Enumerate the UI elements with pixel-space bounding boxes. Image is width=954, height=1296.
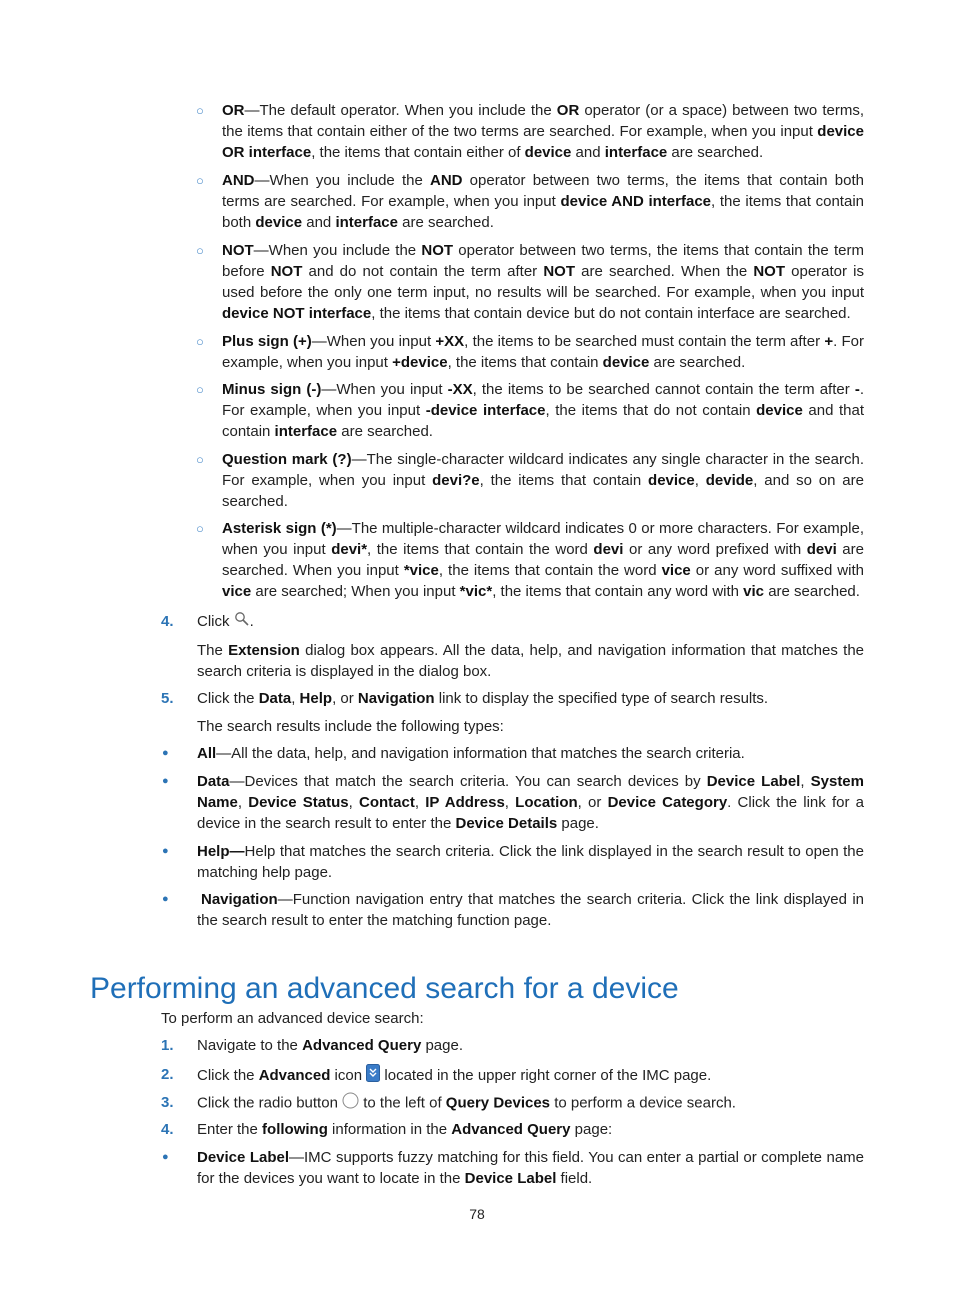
page-number: 78	[469, 1206, 485, 1222]
device-label-item: Device Label—IMC supports fuzzy matching for this field. You can enter a partial or complete name for the devices you want to locate in the Device Label field.	[197, 1149, 864, 1187]
plus-sign-item: Plus sign (+)—When you input +XX, the items to be searched must contain the term after +. For example, when you input +device, the items that contain device are searched.	[222, 333, 864, 371]
bullet: ●	[162, 845, 169, 857]
step-enter-info: Enter the following information in the Advanced Query page:	[197, 1121, 613, 1138]
extension-paragraph: The Extension dialog box appears. All the data, help, and navigation information that matches the search criteria is displayed in the dialog box.	[197, 642, 865, 680]
step-number: 1.	[161, 1037, 174, 1054]
sub-bullet: ○	[196, 521, 204, 536]
sub-bullet: ○	[196, 452, 204, 467]
sub-bullet: ○	[196, 173, 204, 188]
or-operator-item: OR—The default operator. When you include the OR operator (or a space) between two terms, the items that contain either of the two terms are searched. For example, when you input device OR interface, the items that contain either of device and interface are searched.	[222, 102, 864, 161]
step-click-links: Click the Data, Help, or Navigation link to display the specified type of search results.	[197, 690, 769, 707]
step-click-advanced: Click the Advanced icon located in the upper right corner of the IMC page.	[197, 1064, 864, 1088]
sub-bullet: ○	[196, 103, 204, 118]
sub-bullet: ○	[196, 382, 204, 397]
bullet: ●	[162, 893, 169, 905]
sub-bullet: ○	[196, 243, 204, 258]
results-intro: The search results include the following types:	[197, 718, 504, 735]
and-operator-item: AND—When you include the AND operator between two terms, the items that contain both terms are searched. For example, when you input device AND interface, the items that contain both device and interface are searched.	[222, 172, 864, 231]
minus-sign-item: Minus sign (-)—When you input -XX, the items to be searched cannot contain the term after -. For example, when you input -device interface, the items that do not contain device and that contain interface are searched.	[222, 381, 864, 440]
step-click-radio: Click the radio button to the left of Query Devices to perform a device search.	[197, 1092, 864, 1115]
advanced-search-intro: To perform an advanced device search:	[161, 1010, 424, 1027]
step-number: 3.	[161, 1094, 174, 1111]
step-number: 5.	[161, 690, 174, 707]
bullet: ●	[162, 747, 169, 759]
step-number: 4.	[161, 613, 174, 630]
radio-button-icon[interactable]	[342, 1092, 359, 1115]
all-result-type: All—All the data, help, and navigation information that matches the search criteria.	[197, 745, 745, 762]
bullet: ●	[162, 1151, 169, 1163]
data-result-type: Data—Devices that match the search criteria. You can search devices by Device Label, System Name, Device Status, Contact, IP Address, Location, or Device Category. Click the link for a device in the search result to enter the Device Details page.	[197, 773, 865, 832]
step-number: 4.	[161, 1121, 174, 1138]
asterisk-sign-item: Asterisk sign (*)—The multiple-character wildcard indicates 0 or more characters. For example, when you input devi*, the items that contain the word devi or any word prefixed with devi are searched. When you input *vice, the items that contain the word vice or any word suffixed with vice are searched; When you input *vic*, the items that contain any word with vic are searched.	[222, 520, 864, 600]
bullet: ●	[162, 775, 169, 787]
search-icon[interactable]	[234, 611, 250, 633]
step-click-search: Click .	[197, 611, 864, 633]
navigation-result-type: Navigation—Function navigation entry that matches the search criteria. Click the link displayed in the search result to enter the matching function page.	[197, 891, 864, 929]
help-result-type: Help—Help that matches the search criteria. Click the link displayed in the search result to open the matching help page.	[197, 843, 864, 881]
step-navigate: Navigate to the Advanced Query page.	[197, 1037, 464, 1054]
question-mark-item: Question mark (?)—The single-character wildcard indicates any single character in the search. For example, when you input devi?e, the items that contain device, devide, and so on are searched.	[222, 451, 864, 510]
step-number: 2.	[161, 1066, 174, 1083]
advanced-icon[interactable]	[366, 1064, 380, 1088]
sub-bullet: ○	[196, 334, 204, 349]
not-operator-item: NOT—When you include the NOT operator between two terms, the items that contain the term before NOT and do not contain the term after NOT are searched. When the NOT operator is used before the only one term input, no results will be searched. For example, when you input device NOT interface, the items that contain device but do not contain interface are searched.	[222, 242, 864, 322]
section-heading: Performing an advanced search for a device	[90, 972, 679, 1006]
